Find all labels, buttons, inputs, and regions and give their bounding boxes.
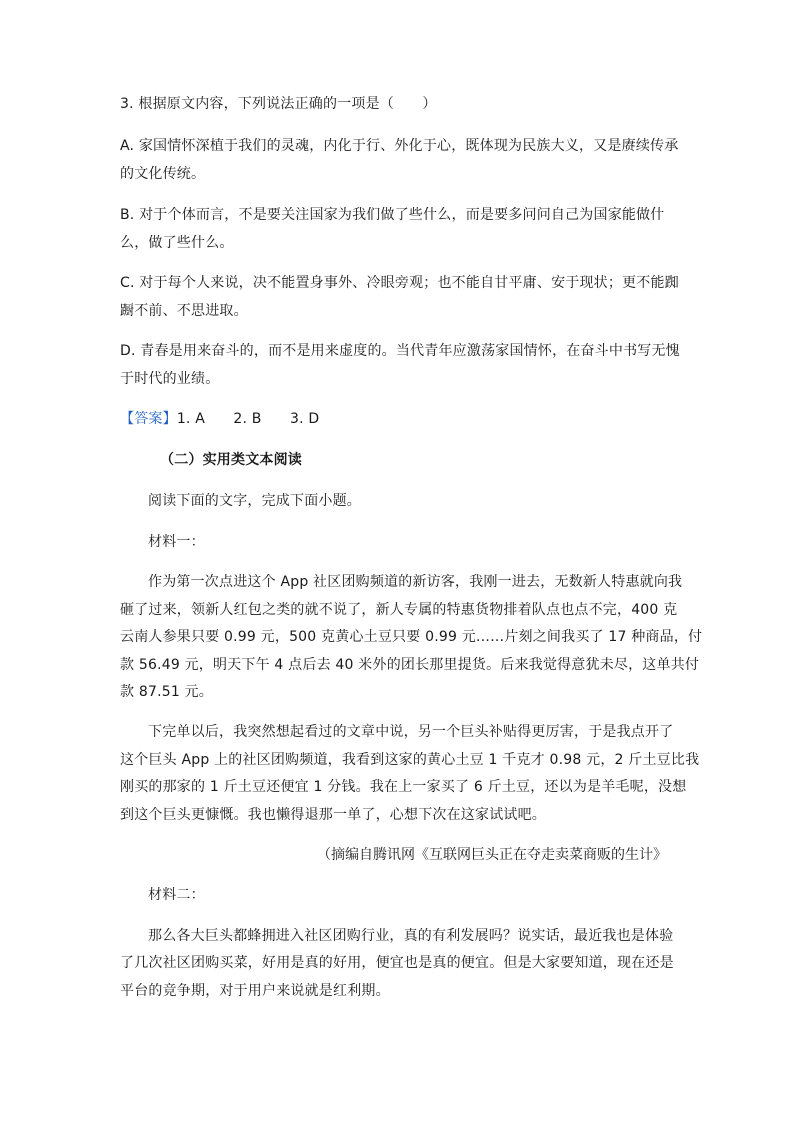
option-d-line-2: 于时代的业绩。 bbox=[120, 371, 220, 387]
question-stem: 3. 根据原文内容，下列说法正确的一项是（ ） bbox=[120, 96, 437, 112]
material-1-p1-line-3: 云南人参果只要 0.99 元，500 克黄心土豆只要 0.99 元……片刻之间我买了 17 种商品，付 bbox=[120, 629, 703, 645]
material-1-source: （摘编自腾讯网《互联网巨头正在夺走卖菜商贩的生计》 bbox=[317, 847, 667, 863]
material-1-p1-line-5: 款 87.51 元。 bbox=[120, 684, 213, 700]
option-b-line-2: 么，做了些什么。 bbox=[120, 235, 234, 251]
material-1-p1-line-2: 砸了过来，领新人红包之类的就不说了，新人专属的特惠货物排着队点也点不完，400 克 bbox=[120, 602, 678, 618]
material-2-p1-line-3: 平台的竞争期，对于用户来说就是红利期。 bbox=[120, 983, 390, 999]
option-b-line-1: B. 对于个体而言，不是要关注国家为我们做了些什么，而是要多问问自己为国家能做什 bbox=[120, 207, 665, 223]
material-1-label: 材料一： bbox=[148, 534, 205, 550]
answer-content: 1. A 2. B 3. D bbox=[176, 411, 320, 427]
material-2-p1-line-2: 了几次社区团购买菜，好用是真的好用，便宜也是真的便宜。但是大家要知道，现在还是 bbox=[120, 955, 674, 971]
answer-line bbox=[120, 409, 319, 429]
option-a-line-2: 的文化传统。 bbox=[120, 166, 206, 182]
material-1-p1-line-1: 作为第一次点进这个 App 社区团购频道的新访客，我刚一进去，无数新人特惠就向我 bbox=[148, 574, 683, 590]
material-1-p2-line-4: 到这个巨头更慷慨。我也懒得退那一单了，心想下次在这家试试吧。 bbox=[120, 807, 546, 823]
option-a-line-1: A. 家国情怀深植于我们的灵魂，内化于行、外化于心，既体现为民族大义，又是赓续传承 bbox=[120, 138, 679, 154]
option-c-line-2: 蹰不前、不思进取。 bbox=[120, 303, 248, 319]
material-1-p2-line-2: 这个巨头 App 上的社区团购频道，我看到这家的黄心土豆 1 千克才 0.98 元，2 斤土豆比我 bbox=[120, 752, 700, 768]
option-c-line-1: C. 对于每个人来说，决不能置身事外、冷眼旁观；也不能自甘平庸、安于现状；更不能踟 bbox=[120, 275, 679, 291]
answer-tag: 【答案】 bbox=[120, 411, 177, 427]
material-1-p2-line-3: 刚买的那家的 1 斤土豆还便宜 1 分钱。我在上一家买了 6 斤土豆，还以为是羊毛呢，没想 bbox=[120, 779, 687, 795]
material-1-p2-line-1: 下完单以后，我突然想起看过的文章中说，另一个巨头补贴得更厉害，于是我点开了 bbox=[148, 724, 674, 740]
instruction: 阅读下面的文字，完成下面小题。 bbox=[148, 493, 361, 509]
section-title: （二）实用类文本阅读 bbox=[160, 452, 302, 468]
material-2-p1-line-1: 那么各大巨头都蜂拥进入社区团购行业，真的有利发展吗？说实话，最近我也是体验 bbox=[148, 928, 674, 944]
material-1-p1-line-4: 款 56.49 元，明天下午 4 点后去 40 米外的团长那里提货。后来我觉得意犹未尽，这单共付 bbox=[120, 657, 700, 673]
option-d-line-1: D. 青春是用来奋斗的，而不是用来虚度的。当代青年应激荡家国情怀，在奋斗中书写无愧 bbox=[120, 343, 680, 359]
material-2-label: 材料二： bbox=[148, 887, 205, 903]
